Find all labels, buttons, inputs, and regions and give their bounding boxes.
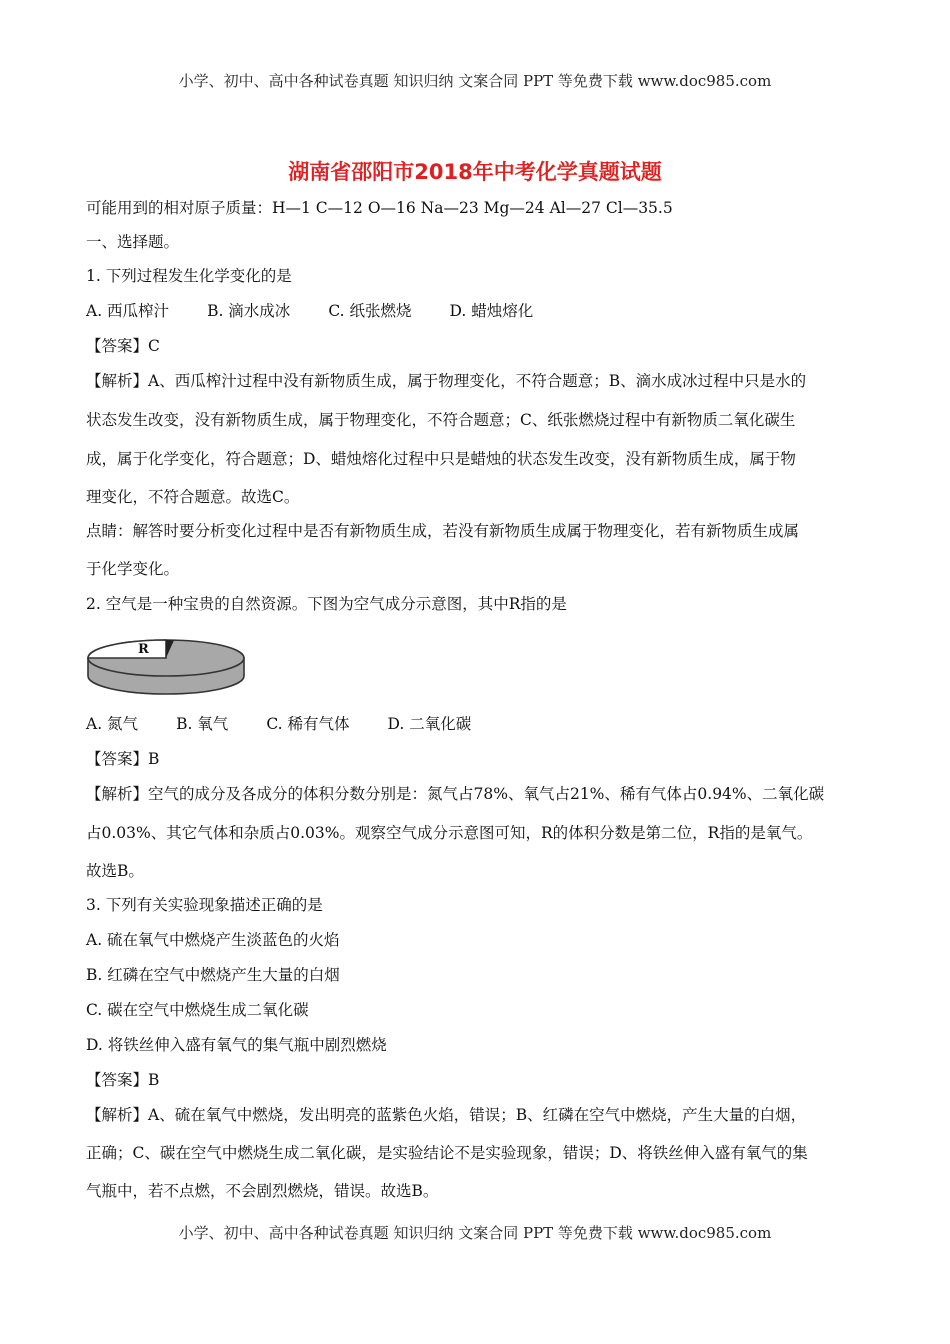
q3-answer: 【答案】B [86,1071,160,1089]
q2-analysis-line: 故选B。 [86,862,144,880]
q1-answer: 【答案】C [86,337,160,355]
q1-option-a: A. 西瓜榨汁 [86,302,170,320]
q2-stem: 2. 空气是一种宝贵的自然资源。下图为空气成分示意图，其中R指的是 [86,595,567,613]
page-header: 小学、初中、高中各种试卷真题 知识归纳 文案合同 PPT 等免费下载 www.doc985.com [178,72,772,90]
q2-option-a: A. 氮气 [86,715,139,733]
page-footer: 小学、初中、高中各种试卷真题 知识归纳 文案合同 PPT 等免费下载 www.doc985.com [178,1224,772,1242]
air-composition-pie-figure [86,626,246,696]
q1-analysis-line: 【解析】A、西瓜榨汁过程中没有新物质生成，属于物理变化，不符合题意；B、滴水成冰过程中只是水的 [86,372,807,390]
q1-tip-line: 点睛：解答时要分析变化过程中是否有新物质生成，若没有新物质生成属于物理变化，若有新物质生成属 [86,522,800,540]
q3-analysis-line: 【解析】A、硫在氧气中燃烧，发出明亮的蓝紫色火焰，错误；B、红磷在空气中燃烧，产生大量的白烟， [86,1106,807,1124]
q1-stem: 1. 下列过程发生化学变化的是 [86,267,292,285]
q2-option-c: C. 稀有气体 [266,715,350,733]
q2-option-b: B. 氧气 [176,715,229,733]
q1-options [86,300,533,322]
pie-label-r: R [138,642,149,657]
q3-analysis-line: 气瓶中，若不点燃，不会剧烈燃烧，错误。故选B。 [86,1182,439,1200]
q1-option-b: B. 滴水成冰 [207,302,291,320]
atomic-mass-line: 可能用到的相对原子质量：H—1 C—12 O—16 Na—23 Mg—24 Al—27 Cl—35.5 [86,199,673,217]
q2-analysis-line: 【解析】空气的成分及各成分的体积分数分别是：氮气占78%、氧气占21%、稀有气体占0.94%、二氧化碳 [86,785,825,803]
q1-analysis-line: 理变化，不符合题意。故选C。 [86,488,300,506]
page-title: 湖南省邵阳市2018年中考化学真题试题 [288,160,662,184]
q1-analysis-line: 状态发生改变，没有新物质生成，属于物理变化，不符合题意；C、纸张燃烧过程中有新物质二氧化碳生 [86,411,796,429]
q1-option-c: C. 纸张燃烧 [328,302,412,320]
section-heading: 一、选择题。 [86,233,180,251]
q1-analysis-line: 成，属于化学变化，符合题意；D、蜡烛熔化过程中只是蜡烛的状态发生改变，没有新物质生成，属于物 [86,450,796,468]
q3-option-b: B. 红磷在空气中燃烧产生大量的白烟 [86,966,340,984]
q3-option-c: C. 碳在空气中燃烧生成二氧化碳 [86,1001,309,1019]
q1-tip-line: 于化学变化。 [86,560,180,578]
q3-option-d: D. 将铁丝伸入盛有氧气的集气瓶中剧烈燃烧 [86,1036,387,1054]
pie-slice-r [88,640,166,658]
q3-stem: 3. 下列有关实验现象描述正确的是 [86,896,323,914]
q2-answer: 【答案】B [86,750,160,768]
q2-options [86,713,471,735]
q1-option-d: D. 蜡烛熔化 [449,302,534,320]
q3-option-a: A. 硫在氧气中燃烧产生淡蓝色的火焰 [86,931,340,949]
q2-analysis-line: 占0.03%、其它气体和杂质占0.03%。观察空气成分示意图可知，R的体积分数是第二位，R指的是氧气。 [86,824,813,842]
q2-option-d: D. 二氧化碳 [387,715,472,733]
q3-analysis-line: 正确；C、碳在空气中燃烧生成二氧化碳，是实验结论不是实验现象，错误；D、将铁丝伸入盛有氧气的集 [86,1144,808,1162]
